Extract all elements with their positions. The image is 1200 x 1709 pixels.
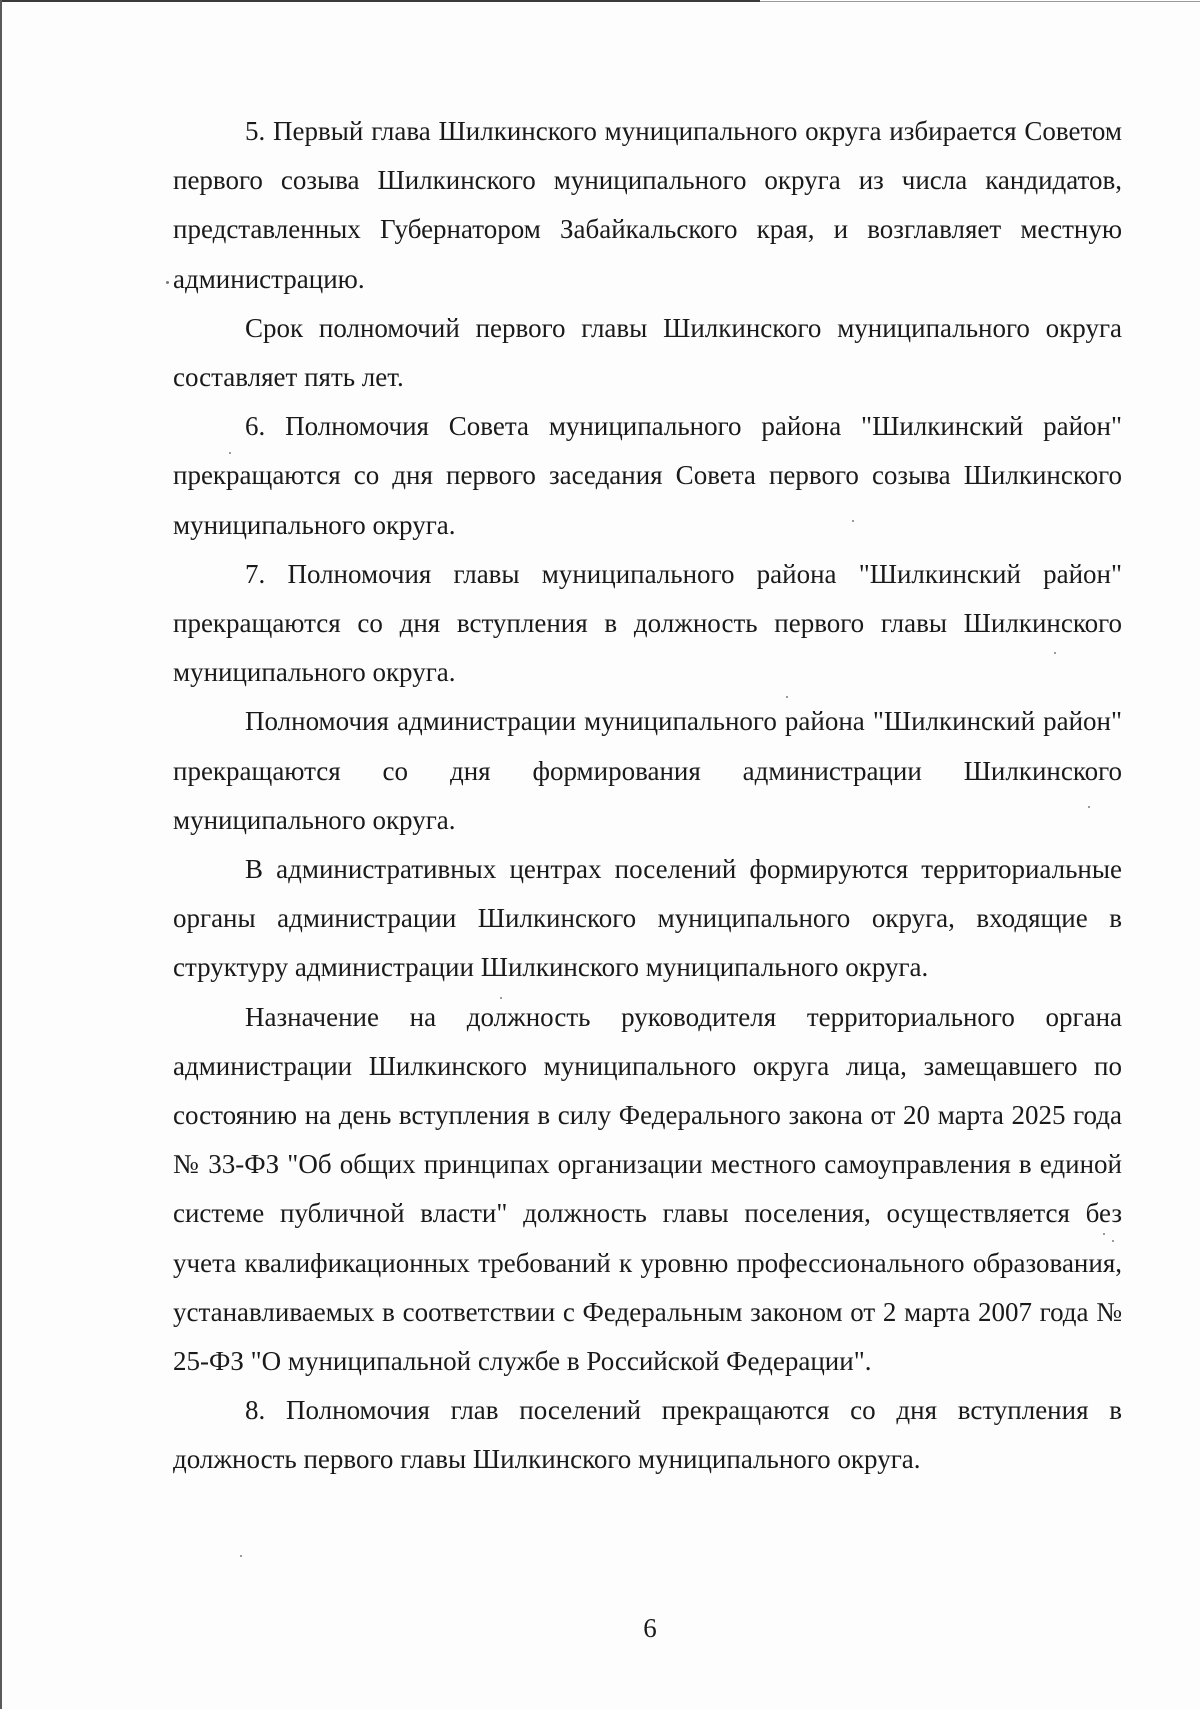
scan-speck <box>1103 1233 1105 1235</box>
scan-speck <box>852 520 854 522</box>
scan-left-border <box>0 0 2 1709</box>
scan-speck <box>240 1555 242 1557</box>
scan-speck <box>1088 806 1090 808</box>
scan-speck <box>1054 652 1056 654</box>
scan-speck <box>500 997 502 999</box>
scan-speck <box>229 452 231 454</box>
paragraph-administration-powers: Полномочия администрации муниципального района "Шилкинский район" прекращаются со дня формирования администрации Шилкинского муниципального округа. <box>173 706 1122 835</box>
paragraph-appointment: Назначение на должность руководителя территориального органа администрации Шилкинского муниципального округа лица, замещавшего по состоянию на день вступления в силу Федерального закона от 20 марта 2025 года № 33-ФЗ "Об общих принципах организации местного самоуправления в единой системе публичной власти" должность главы поселения, осуществляется без учета квалификационных требований к уровню профессионального образования, устанавливаемых в соответствии с Федеральным законом от 2 марта 2007 года № 25-ФЗ "О муниципальной службе в Российской Федерации". <box>173 1001 1122 1377</box>
paragraph-item-8: 8. Полномочия глав поселений прекращаются со дня вступления в должность первого главы Шилкинского муниципального округа. <box>173 1395 1122 1475</box>
paragraph-territorial-bodies: В административных центрах поселений формируются территориальные органы администрации Шилкинского муниципального округа, входящие в структуру администрации Шилкинского муниципального округа. <box>173 854 1122 983</box>
paragraph-term-of-office: Срок полномочий первого главы Шилкинского муниципального округа составляет пять лет. <box>173 312 1122 393</box>
document-body <box>173 107 1122 1485</box>
scan-speck <box>786 696 788 698</box>
paragraph-item-7: 7. Полномочия главы муниципального района "Шилкинский район" прекращаются со дня вступления в должность первого главы Шилкинского муниципального округа. <box>173 558 1122 688</box>
paragraph-item-5: 5. Первый глава Шилкинского муниципального округа избирается Советом первого созыва Шилкинского муниципального округа из числа кандидатов, представленных Губернатором Забайкальского края, и возглавляет местную администрацию. <box>173 116 1122 294</box>
scan-top-border-faint <box>760 1 1200 2</box>
page-number: 6 <box>643 1613 657 1643</box>
scan-top-border <box>0 0 760 2</box>
scan-speck <box>166 281 169 284</box>
scan-speck <box>1112 1240 1114 1242</box>
paragraph-item-6: 6. Полномочия Совета муниципального района "Шилкинский район" прекращаются со дня первого заседания Совета первого созыва Шилкинского муниципального округа. <box>173 411 1122 540</box>
